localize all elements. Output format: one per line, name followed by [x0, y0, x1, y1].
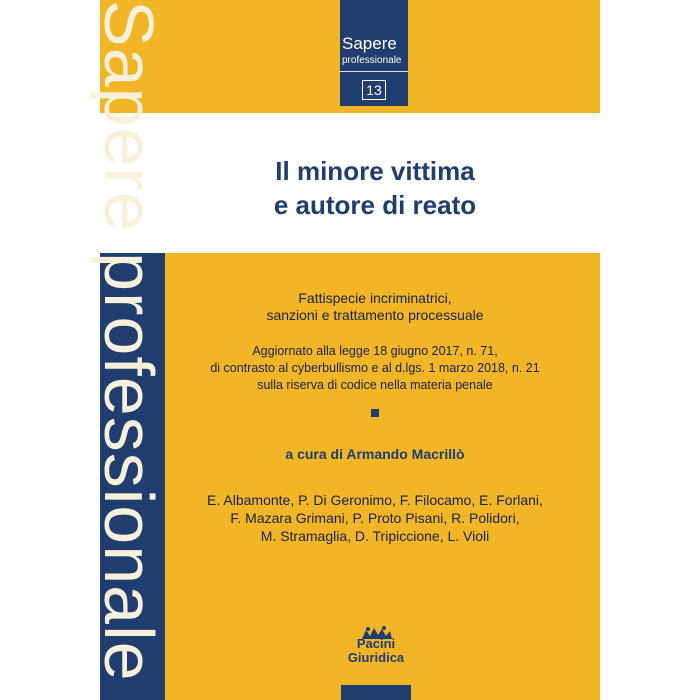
book-title	[200, 154, 550, 222]
book-title-line-1: Il minore vittima	[275, 156, 475, 186]
subtitle-line-1: Fattispecie incriminatrici,	[298, 290, 452, 306]
book-subtitle	[190, 290, 560, 324]
publisher-line-2: Giuridica	[347, 650, 405, 665]
subtitle-line-2: sanzioni e trattamento processuale	[266, 307, 484, 323]
update-note	[170, 343, 580, 394]
series-label	[340, 0, 408, 106]
book-title-line-2: e autore di reato	[273, 190, 477, 220]
publisher-line-1: Pacini	[356, 636, 396, 651]
update-line-2: di contrasto al cyberbullismo e al d.lgs. 1 marzo 2018, n. 21	[210, 361, 540, 375]
series-divider	[340, 71, 408, 72]
update-line-3: sulla riserva di codice nella materia penale	[257, 378, 493, 392]
editor-credit: a cura di Armando Macrillò	[285, 446, 465, 462]
authors-line-2: F. Mazara Grimani, P. Proto Pisani, R. Polidori,	[230, 510, 520, 526]
book-cover	[90, 0, 600, 700]
authors-line-1: E. Albamonte, P. Di Geronimo, F. Filocamo, E. Forlani,	[207, 492, 543, 508]
publisher-name	[340, 637, 412, 665]
section-separator	[371, 409, 379, 417]
bottom-navy-tab	[341, 685, 411, 700]
update-line-1: Aggiornato alla legge 18 giugno 2017, n. 71,	[252, 344, 498, 358]
spine-title	[90, 0, 168, 700]
authors-line-3: M. Stramaglia, D. Tripiccione, L. Violi	[260, 528, 490, 544]
series-number: 13	[362, 80, 386, 100]
series-title: Sapere	[342, 34, 397, 53]
publisher-logo	[340, 625, 412, 675]
authors-list	[180, 491, 570, 545]
series-subtitle: professionale	[342, 55, 402, 66]
spine-title-text: Sapere professionale	[90, 0, 168, 682]
